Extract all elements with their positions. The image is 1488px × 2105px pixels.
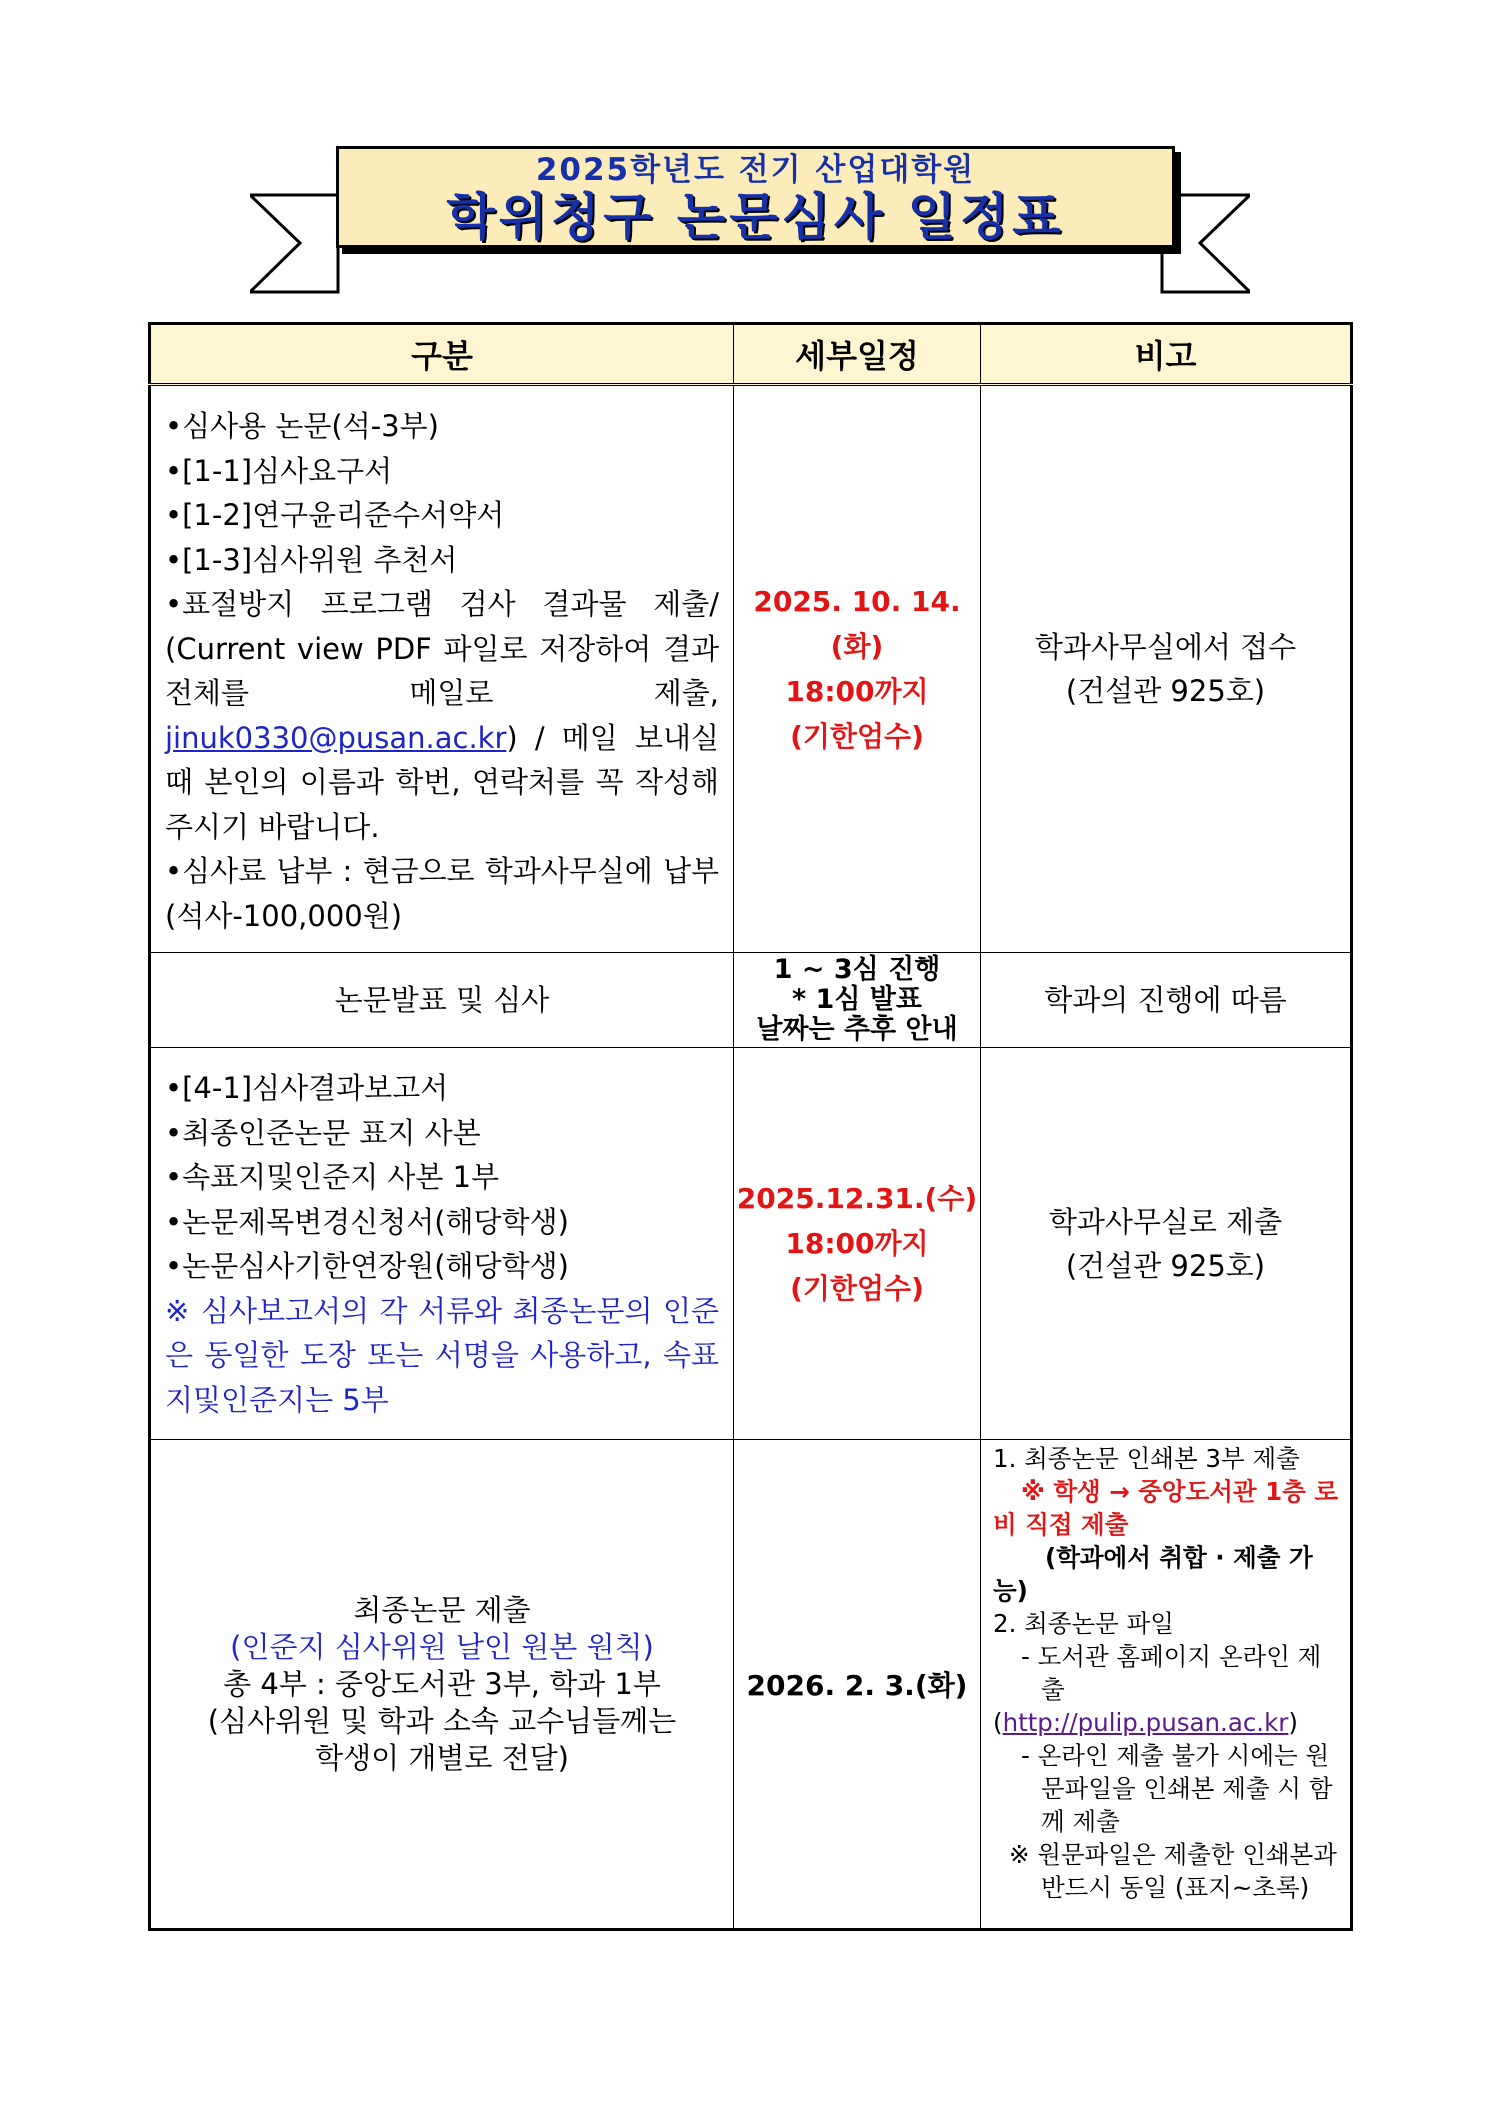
plagiarism-item: •표절방지 프로그램 검사 결과물 제출/ (Current view PDF 파일로 저장하여 결과전체를 메일로 제출, jinuk0330@pusan.ac.kr) / 메일 보내실 때 본인의 이름과 학번, 연락처를 꼭 작성해 주시기 바랍니다. xyxy=(165,587,719,844)
list-item: •[1-1]심사요구서 xyxy=(165,453,393,488)
row3-schedule: 2025.12.31.(수) 18:00까지 (기한엄수) xyxy=(734,1048,981,1440)
schedule-table xyxy=(148,322,1353,1931)
title-line1: 2025학년도 전기 산업대학원 xyxy=(535,152,976,188)
row4-schedule: 2026. 2. 3.(화) xyxy=(734,1440,981,1930)
table-row xyxy=(150,385,1352,953)
row1-schedule: 2025. 10. 14.(화) 18:00까지 (기한엄수) xyxy=(734,385,981,953)
row3-remarks: 학과사무실로 제출 (건설관 925호) xyxy=(981,1048,1352,1440)
table-row xyxy=(150,1048,1352,1440)
list-item: •[1-2]연구윤리준수서약서 xyxy=(165,498,505,532)
table-header-row xyxy=(150,324,1352,385)
row2-label: 논문발표 및 심사 xyxy=(150,953,734,1048)
row4-remarks: 1. 최종논문 인쇄본 3부 제출 ※ 학생 → 중앙도서관 1층 로비 직접 제출 (학과에서 취합 · 제출 가능) 2. 최종논문 파일 - 도서관 홈페이지 온라인 제출 (http://pulip.pusan.ac.kr) - 온라인 제출 불가 시에는 원문파일을 인쇄본 제출 시 함께 제출 ※ 원문파일은 제출한 인쇄본과 반드시 동일 (표지~초록) xyxy=(981,1440,1352,1930)
list-item: •[4-1]심사결과보고서 xyxy=(165,1071,449,1105)
row2-remarks: 학과의 진행에 따름 xyxy=(981,953,1352,1048)
email-link[interactable]: jinuk0330@pusan.ac.kr xyxy=(165,720,507,755)
header-remarks: 비고 xyxy=(981,324,1352,385)
list-item: •심사용 논문(석-3부) xyxy=(165,409,439,443)
library-link[interactable]: http://pulip.pusan.ac.kr xyxy=(1002,1708,1289,1737)
list-item: •최종인준논문 표지 사본 xyxy=(165,1115,481,1150)
table-row xyxy=(150,953,1352,1048)
title-line2: 학위청구 논문심사 일정표 xyxy=(446,188,1065,246)
fee-item: •심사료 납부 : 현금으로 학과사무실에 납부 (석사-100,000원) xyxy=(165,854,719,933)
list-item: •논문심사기한연장원(해당학생) xyxy=(165,1249,569,1283)
list-item: •[1-3]심사위원 추천서 xyxy=(165,542,458,577)
header-schedule: 세부일정 xyxy=(734,324,981,385)
title-banner xyxy=(336,146,1175,248)
row2-schedule: 1 ~ 3심 진행 * 1심 발표 날짜는 추후 안내 xyxy=(734,953,981,1048)
list-item: •논문제목변경신청서(해당학생) xyxy=(165,1204,569,1239)
header-category: 구분 xyxy=(150,324,734,385)
list-item: •속표지및인준지 사본 1부 xyxy=(165,1160,500,1194)
row4-label: 최종논문 제출 (인준지 심사위원 날인 원본 원칙) 총 4부 : 중앙도서관 3부, 학과 1부 (심사위원 및 학과 소속 교수님들께는 학생이 개별로 전달) xyxy=(150,1440,734,1930)
row3-items xyxy=(150,1048,734,1440)
row1-items xyxy=(150,385,734,953)
table-row xyxy=(150,1440,1352,1930)
warning-note: ※ 심사보고서의 각 서류와 최종논문의 인준은 동일한 도장 또는 서명을 사용하고, 속표지및인준지는 5부 xyxy=(165,1293,719,1417)
row1-remarks: 학과사무실에서 접수 (건설관 925호) xyxy=(981,385,1352,953)
